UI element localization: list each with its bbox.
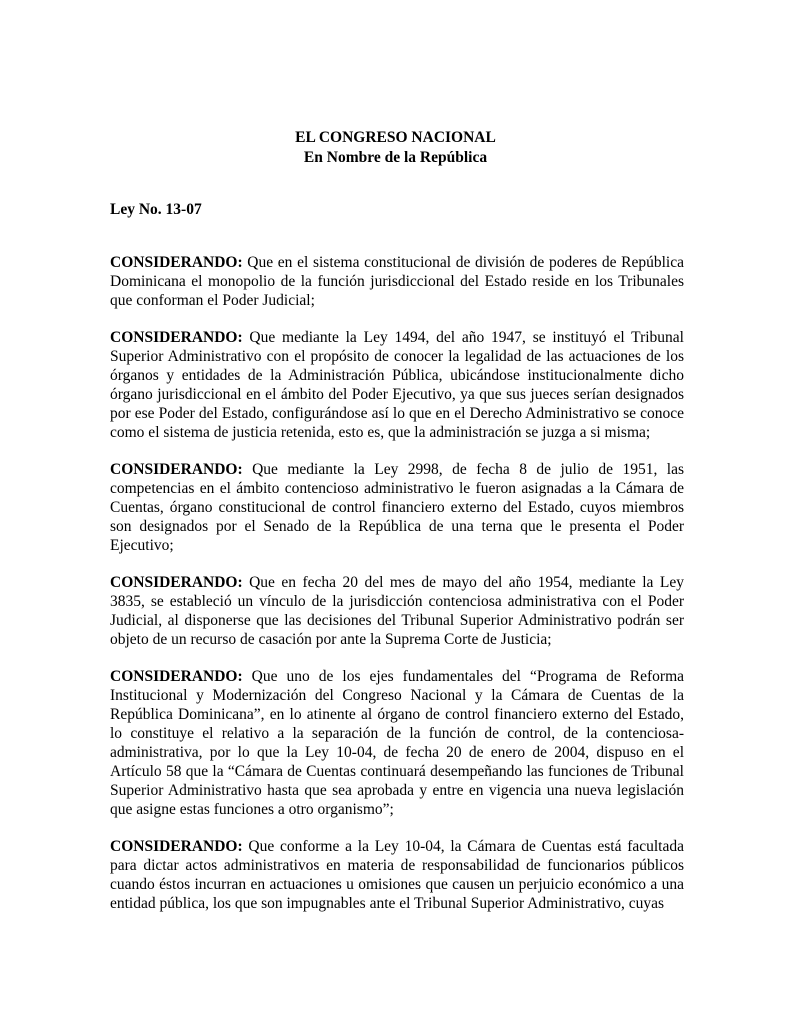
considerando-paragraph <box>110 460 684 555</box>
document-subtitle: En Nombre de la República <box>303 149 488 166</box>
considerando-paragraph <box>110 253 684 310</box>
paragraph-keyword: CONSIDERANDO: <box>110 254 243 271</box>
paragraph-text: Que conforme a la Ley 10-04, la Cámara de Cuentas está facultada para dictar actos administrativos en materia de responsabilidad de funcionarios públicos cuando éstos incurran en actuaciones u omisiones que causen un perjuicio económico a una entidad pública, los que son impugnables ante el Tribunal Superior Administrativo, cuyas <box>110 838 684 912</box>
paragraph-text: Que en fecha 20 del mes de mayo del año 1954, mediante la Ley 3835, se estableció un vínculo de la jurisdicción contenciosa administrativa con el Poder Judicial, al disponerse que las decisiones del Tribunal Superior Administrativo podrán ser objeto de un recurso de casación por ante la Suprema Corte de Justicia; <box>110 574 684 648</box>
law-number: Ley No. 13-07 <box>110 201 202 218</box>
paragraph-keyword: CONSIDERANDO: <box>110 838 243 855</box>
paragraph-text: Que mediante la Ley 2998, de fecha 8 de julio de 1951, las competencias en el ámbito contencioso administrativo le fueron asignadas a la Cámara de Cuentas, órgano constitucional de control financiero externo del Estado, cuyos miembros son designados por el Senado de la República de una terna que le presenta el Poder Ejecutivo; <box>110 461 684 554</box>
considerando-paragraph <box>110 667 684 819</box>
paragraph-text: Que uno de los ejes fundamentales del “Programa de Reforma Institucional y Modernización del Congreso Nacional y la Cámara de Cuentas de la República Dominicana”, en lo atinente al órgano de control financiero externo del Estado, lo constituye el relativo a la separación de la función de control, de la contenciosa-administrativa, por lo que la Ley 10-04, de fecha 20 de enero de 2004, dispuso en el Artículo 58 que la “Cámara de Cuentas continuará desempeñando las funciones de Tribunal Superior Administrativo hasta que sea aprobada y entre en vigencia una nueva legislación que asigne estas funciones a otro organismo”; <box>110 668 684 818</box>
paragraph-keyword: CONSIDERANDO: <box>110 461 243 478</box>
document-header <box>0 128 791 168</box>
document-body <box>110 253 684 931</box>
considerando-paragraph <box>110 573 684 649</box>
paragraph-keyword: CONSIDERANDO: <box>110 574 243 591</box>
paragraph-keyword: CONSIDERANDO: <box>110 668 243 685</box>
document-title: EL CONGRESO NACIONAL <box>295 129 496 146</box>
considerando-paragraph <box>110 328 684 442</box>
paragraph-keyword: CONSIDERANDO: <box>110 329 243 346</box>
paragraph-text: Que mediante la Ley 1494, del año 1947, se instituyó el Tribunal Superior Administrativo con el propósito de conocer la legalidad de las actuaciones de los órganos y entidades de la Administración Pública, ubicándose institucionalmente dicho órgano jurisdiccional en el ámbito del Poder Ejecutivo, ya que sus jueces serían designados por ese Poder del Estado, configurándose así lo que en el Derecho Administrativo se conoce como el sistema de justicia retenida, esto es, que la administración se juzga a si misma; <box>110 329 684 441</box>
considerando-paragraph <box>110 837 684 913</box>
paragraph-text: Que en el sistema constitucional de división de poderes de República Dominicana el monopolio de la función jurisdiccional del Estado reside en los Tribunales que conforman el Poder Judicial; <box>110 254 684 309</box>
